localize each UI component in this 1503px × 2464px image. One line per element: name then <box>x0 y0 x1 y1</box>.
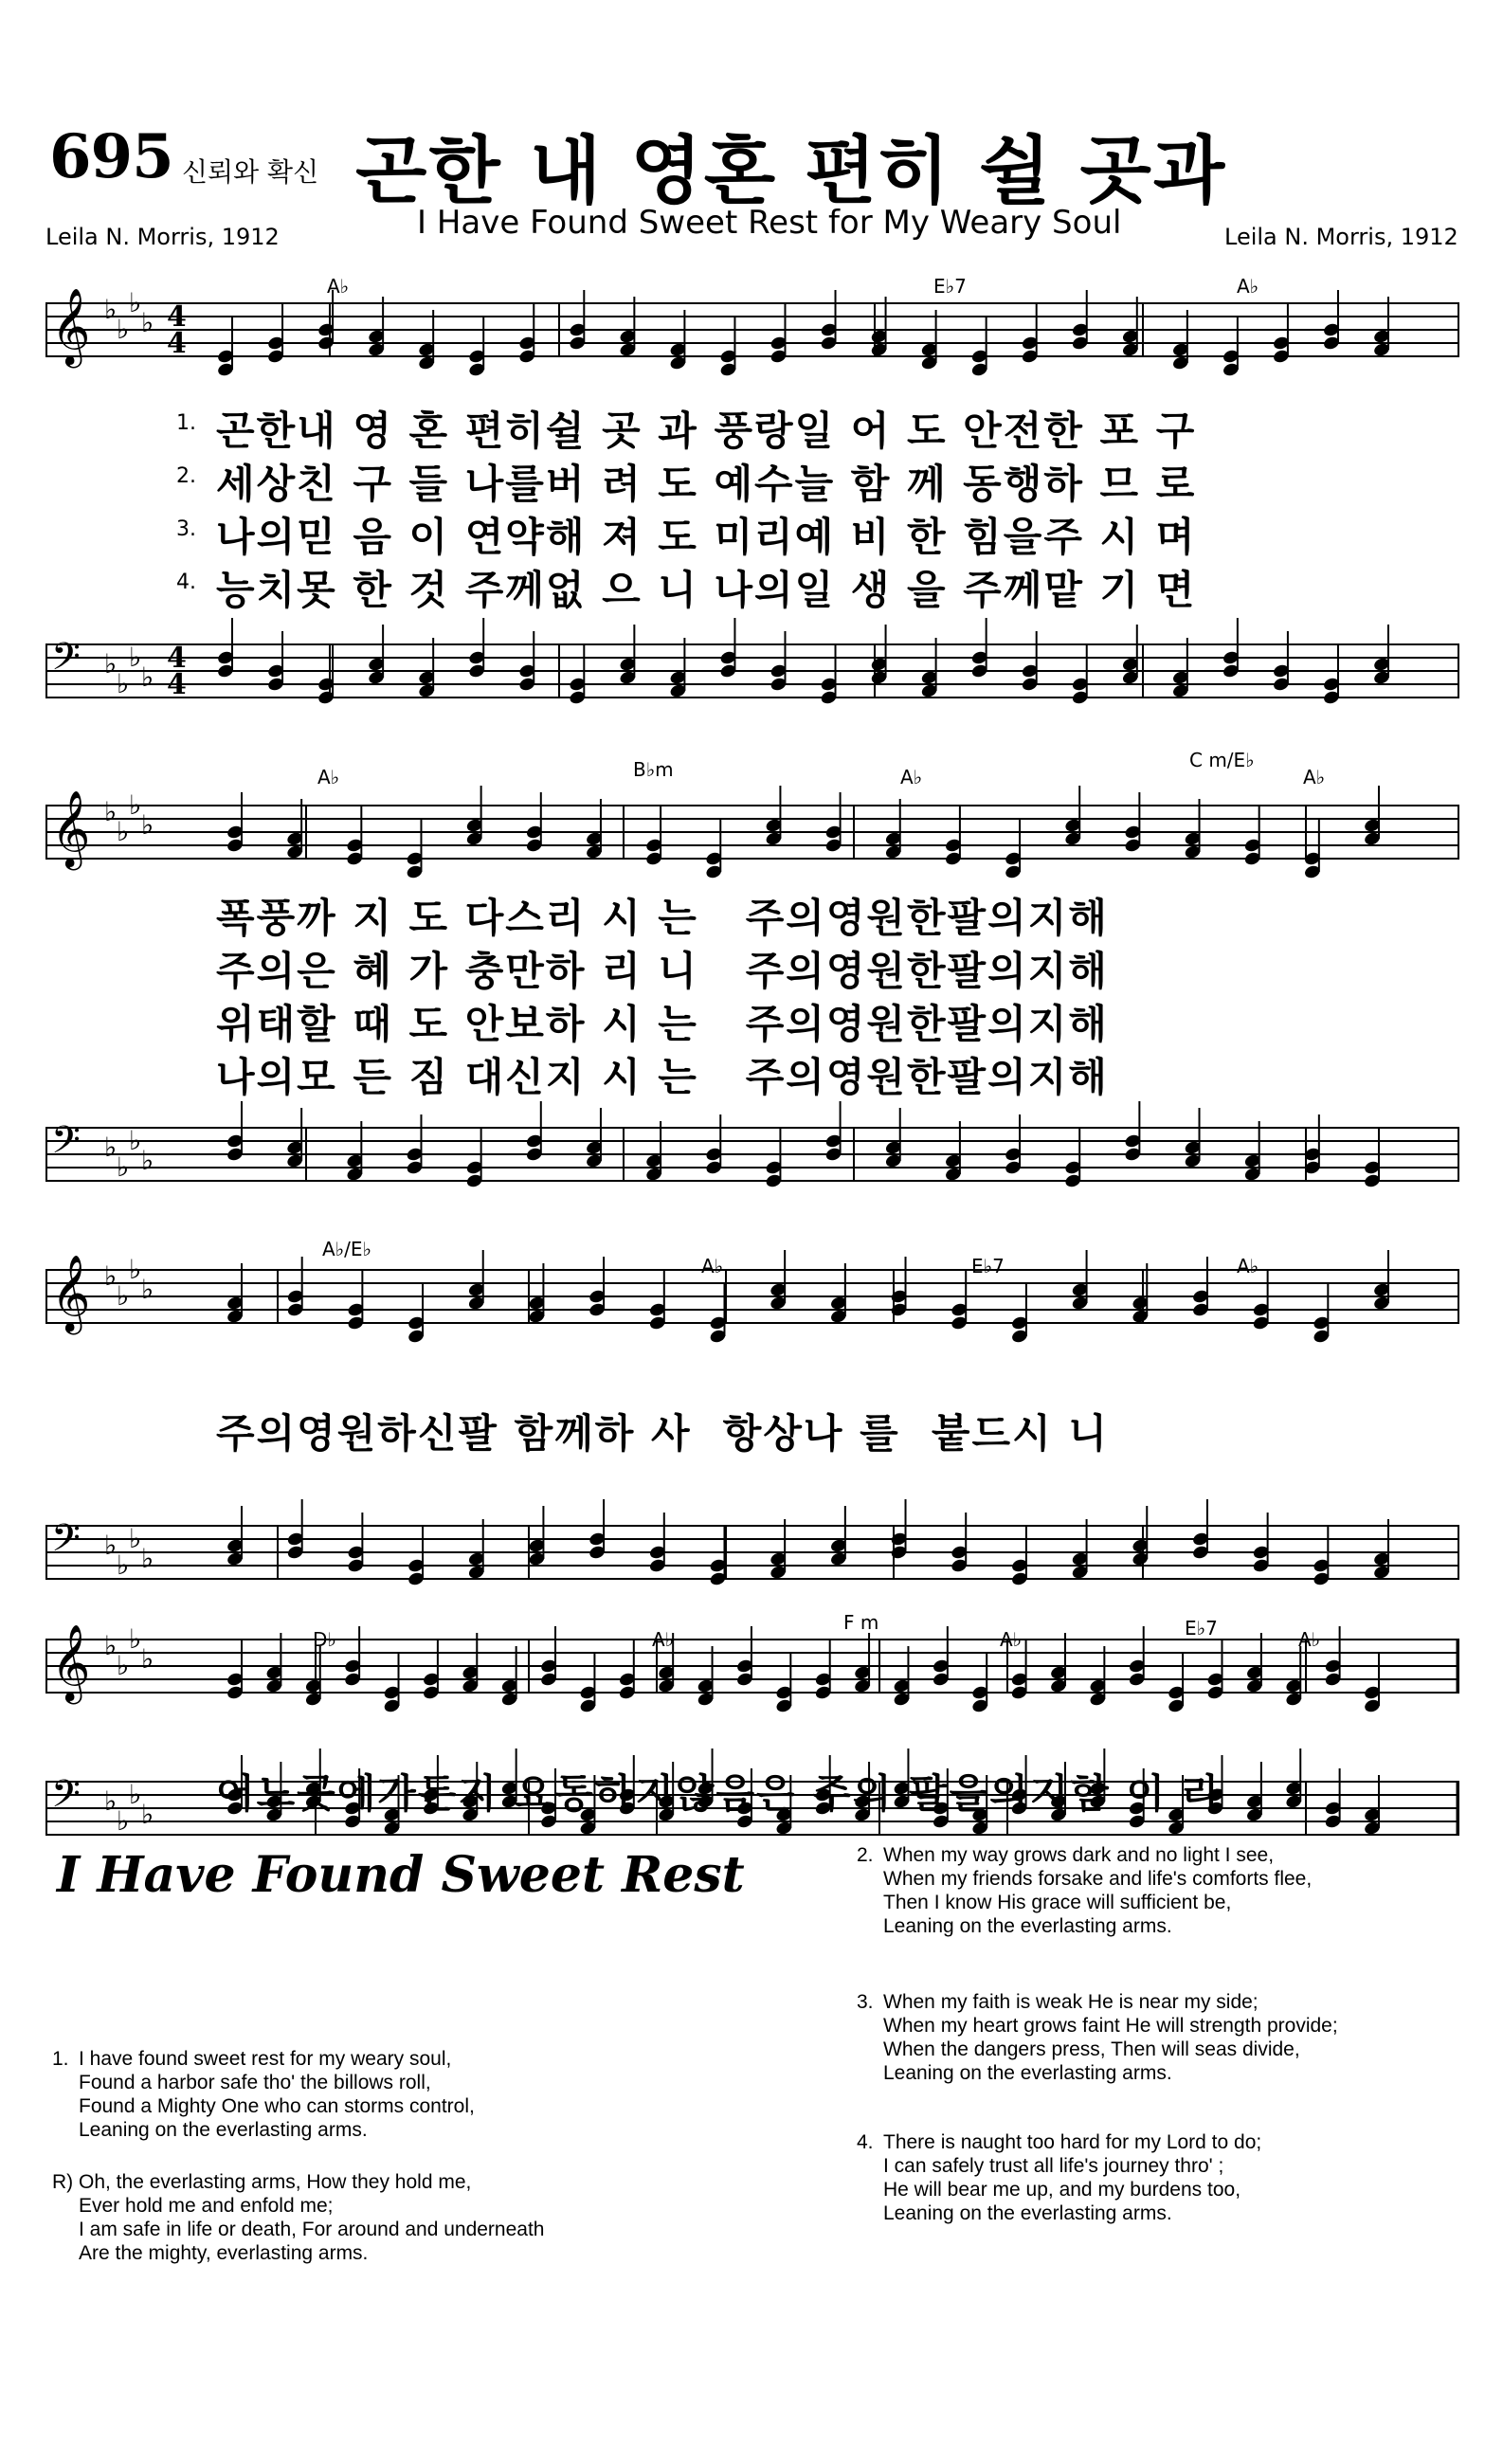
verse-number: 1. <box>52 2048 69 2070</box>
verse-line: Then I know His grace will sufficient be, <box>883 1892 1232 1913</box>
verse-line: Found a harbor safe tho' the billows roll, <box>79 2072 431 2093</box>
flat-sign: ♭ <box>141 809 154 841</box>
verse-number: 4. <box>857 2131 874 2153</box>
verse-line: I can safely trust all life's journey thro' ; <box>883 2155 1224 2177</box>
flat-sign: ♭ <box>141 1543 154 1574</box>
author-right: Leila N. Morris, 1912 <box>1224 224 1458 250</box>
flat-sign: ♭ <box>117 1549 130 1581</box>
verse-line: I have found sweet rest for my weary soul, <box>79 2048 452 2070</box>
chord-symbol: B♭m <box>633 758 674 781</box>
flat-sign: ♭ <box>129 1623 142 1655</box>
time-signature: 4 <box>167 668 187 701</box>
flat-sign: ♭ <box>104 796 118 827</box>
lyric-line: 주의은 혜 가 충만하 리 니 주의영원한팔의지해 <box>216 948 1109 994</box>
lyric-line: 곤한내 영 혼 편히쉴 곳 과 풍랑일 어 도 안전한 포 구 <box>216 408 1197 454</box>
flat-sign: ♭ <box>141 1274 154 1305</box>
lyric-line: 세상친 구 들 나를버 려 도 예수늘 함 께 동행하 므 로 <box>216 461 1197 507</box>
category-label: 신뢰와 확신 <box>182 156 319 188</box>
flat-sign: ♭ <box>141 1643 154 1675</box>
chord-symbol: A♭ <box>327 275 350 298</box>
flat-sign: ♭ <box>104 648 118 679</box>
verse-line: Leaning on the everlasting arms. <box>883 2202 1172 2224</box>
flat-sign: ♭ <box>129 1523 142 1554</box>
flat-sign: ♭ <box>117 1805 130 1837</box>
english-verse-2 <box>857 1843 1313 1938</box>
chord-symbol: A♭ <box>652 1628 675 1651</box>
verse-line: When my faith is weak He is near my side; <box>883 1991 1259 2013</box>
verse-line: When my way grows dark and no light I see, <box>883 1844 1275 1866</box>
chord-symbol: A♭ <box>317 766 340 788</box>
flat-sign: ♭ <box>129 1125 142 1156</box>
flat-sign: ♭ <box>141 1145 154 1176</box>
page-title: 곤한 내 영혼 편히 쉴 곳과 <box>355 129 1227 214</box>
verse-line: Ever hold me and enfold me; <box>79 2195 334 2217</box>
verse-line: Leaning on the everlasting arms. <box>79 2119 368 2141</box>
chord-symbol: D♭ <box>313 1628 336 1651</box>
verse-number: 3. <box>857 1991 874 2013</box>
chord-symbol: A♭ <box>1237 1255 1259 1277</box>
time-signature: 4 <box>167 327 187 360</box>
bass-clef: 𝄢 <box>51 635 81 688</box>
chord-symbol: A♭/E♭ <box>322 1238 371 1260</box>
lyric-line: 나의믿 음 이 연약해 져 도 미리예 비 한 힘을주 시 며 <box>216 514 1197 560</box>
english-verse-3 <box>857 1990 1338 2085</box>
treble-clef: 𝄞 <box>51 287 91 365</box>
chord-symbol: E♭7 <box>933 275 967 298</box>
flat-sign: ♭ <box>117 1650 130 1681</box>
verse-line: Are the mighty, everlasting arms. <box>79 2242 369 2264</box>
english-verse-1 <box>52 2047 475 2142</box>
flat-sign: ♭ <box>117 1151 130 1183</box>
verse-number: 2. <box>176 464 196 488</box>
bass-clef: 𝄢 <box>51 1516 81 1569</box>
verse-line: Leaning on the everlasting arms. <box>883 1915 1172 1937</box>
flat-sign: ♭ <box>117 1280 130 1312</box>
treble-clef: 𝄞 <box>51 1623 91 1701</box>
verse-number: 4. <box>176 571 196 594</box>
lyric-line: 어느곳에가든지 요동하지않음은 주의 팔을의지함 이 라 <box>216 1770 1223 1817</box>
flat-sign: ♭ <box>117 668 130 699</box>
refrain-marker: R) <box>52 2171 74 2193</box>
verse-number: 3. <box>176 517 196 541</box>
verse-line: When the dangers press, Then will seas divide, <box>883 2038 1300 2060</box>
flat-sign: ♭ <box>141 1799 154 1830</box>
flat-sign: ♭ <box>141 307 154 338</box>
english-refrain <box>52 2170 545 2265</box>
lyric-line: 주의영원하신팔 함께하 사 항상나 를 붙드시 니 <box>216 1410 1109 1457</box>
chord-symbol: A♭ <box>1000 1628 1023 1651</box>
flat-sign: ♭ <box>129 789 142 821</box>
verse-line: Found a Mighty One who can storms control, <box>79 2095 475 2117</box>
flat-sign: ♭ <box>129 1254 142 1285</box>
flat-sign: ♭ <box>141 661 154 693</box>
chord-symbol: A♭ <box>1298 1628 1321 1651</box>
english-verse-4 <box>857 2130 1262 2225</box>
flat-sign: ♭ <box>117 816 130 847</box>
flat-sign: ♭ <box>129 642 142 673</box>
verse-line: When my heart grows faint He will strength provide; <box>883 2015 1338 2037</box>
flat-sign: ♭ <box>104 1630 118 1661</box>
verse-line: Leaning on the everlasting arms. <box>883 2062 1172 2084</box>
chord-symbol: E♭7 <box>1185 1617 1218 1640</box>
lyric-line: 폭풍까 지 도 다스리 시 는 주의영원한팔의지해 <box>216 895 1109 941</box>
flat-sign: ♭ <box>104 294 118 325</box>
time-signature: 4 <box>167 642 187 675</box>
chord-symbol: A♭ <box>900 766 923 788</box>
verse-line: When my friends forsake and life's comforts flee, <box>883 1868 1313 1890</box>
chord-symbol: C m/E♭ <box>1189 749 1255 771</box>
flat-sign: ♭ <box>129 287 142 318</box>
lyric-line: 나의모 든 짐 대신지 시 는 주의영원한팔의지해 <box>216 1054 1109 1100</box>
verse-line: Oh, the everlasting arms, How they hold me, <box>79 2171 472 2193</box>
verse-line: There is naught too hard for my Lord to do; <box>883 2131 1262 2153</box>
flat-sign: ♭ <box>104 1530 118 1561</box>
flat-sign: ♭ <box>104 1785 118 1817</box>
verse-line: I am safe in life or death, For around and underneath <box>79 2219 545 2240</box>
verse-line: He will bear me up, and my burdens too, <box>883 2179 1241 2201</box>
english-subtitle: I Have Found Sweet Rest for My Weary Soul <box>417 204 1122 242</box>
flat-sign: ♭ <box>104 1132 118 1163</box>
verse-number: 1. <box>176 411 196 435</box>
chord-symbol: F m <box>843 1611 879 1634</box>
flat-sign: ♭ <box>104 1260 118 1292</box>
chord-symbol: E♭7 <box>971 1255 1005 1277</box>
bass-clef: 𝄢 <box>51 1772 81 1825</box>
lyric-line: 능치못 한 것 주께없 으 니 나의일 생 을 주께맡 기 면 <box>216 567 1197 613</box>
english-title: I Have Found Sweet Rest <box>57 1846 745 1904</box>
chord-symbol: A♭ <box>1237 275 1259 298</box>
time-signature: 4 <box>167 300 187 334</box>
flat-sign: ♭ <box>117 314 130 345</box>
chord-symbol: A♭ <box>701 1255 724 1277</box>
chord-symbol: A♭ <box>1303 766 1326 788</box>
treble-clef: 𝄞 <box>51 789 91 867</box>
treble-clef: 𝄞 <box>51 1254 91 1332</box>
bass-clef: 𝄢 <box>51 1118 81 1171</box>
flat-sign: ♭ <box>129 1779 142 1810</box>
lyric-line: 위태할 때 도 안보하 시 는 주의영원한팔의지해 <box>216 1001 1109 1047</box>
verse-number: 2. <box>857 1844 874 1866</box>
hymn-number: 695 <box>49 121 173 192</box>
author-left: Leila N. Morris, 1912 <box>45 224 280 250</box>
